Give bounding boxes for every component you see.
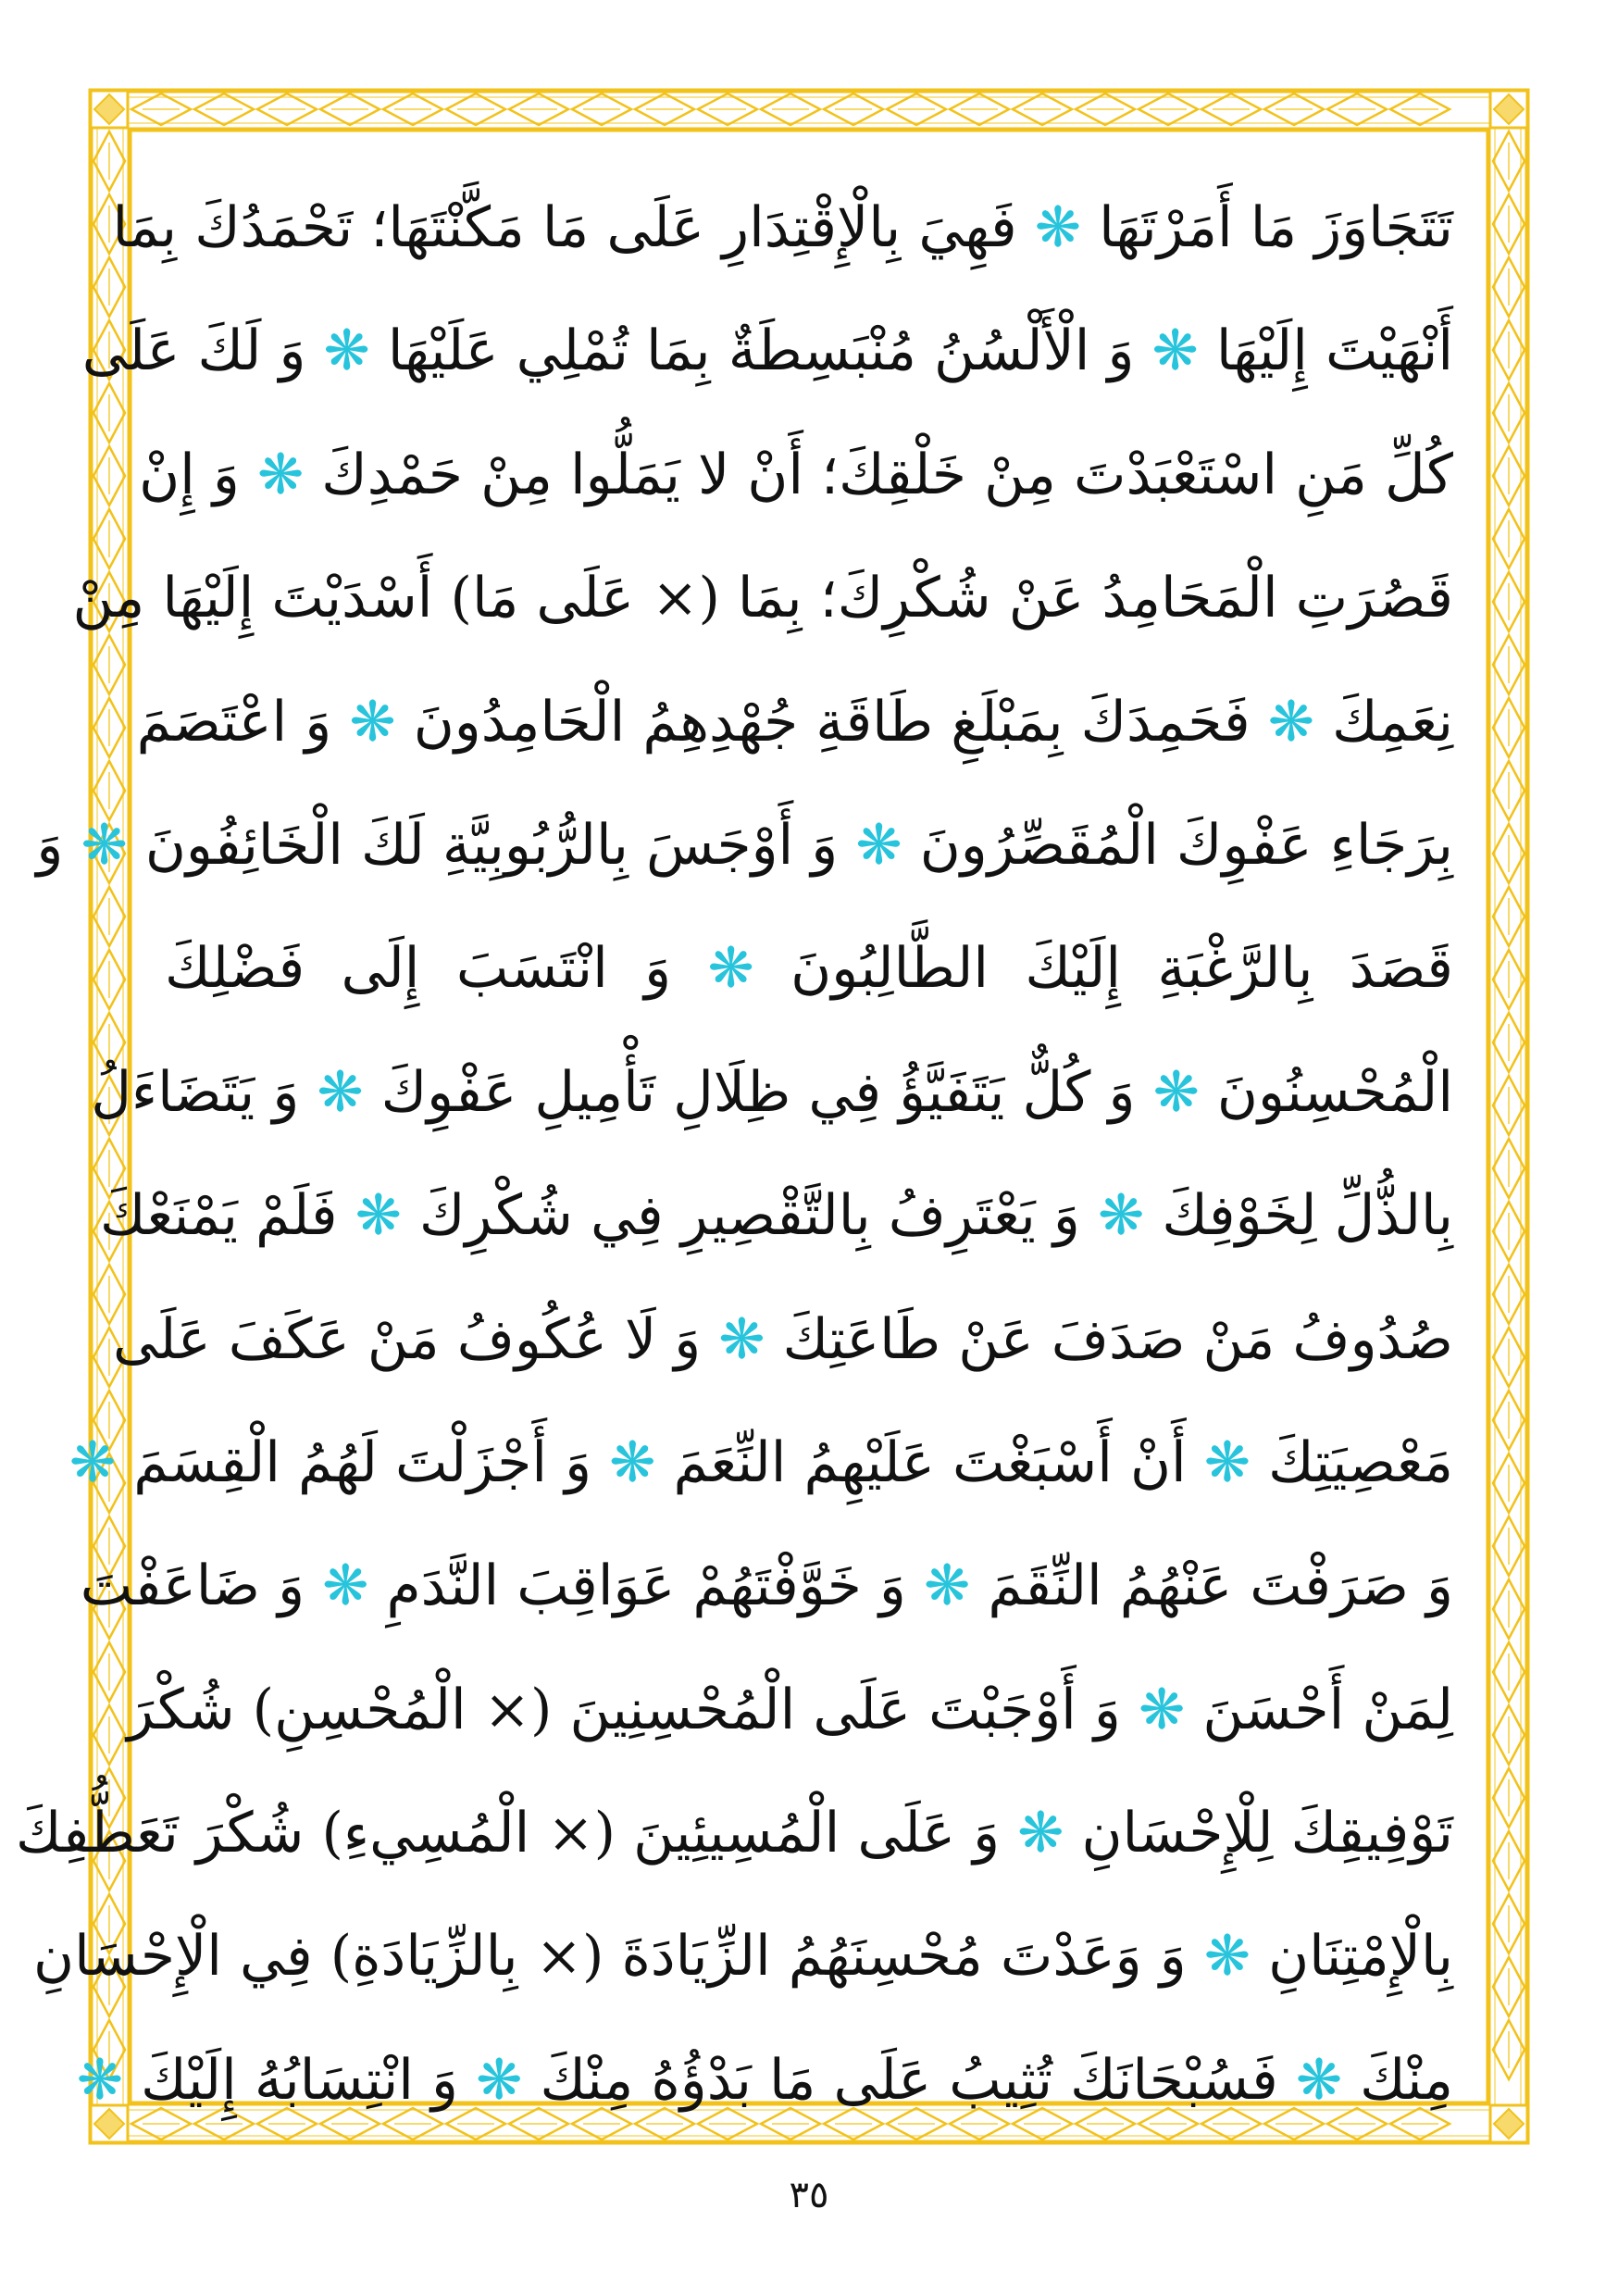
page-number: ٣٥ bbox=[789, 2174, 829, 2216]
text-line: وَ صَرَفْتَ عَنْهُمُ النِّقَمَ ❋ وَ خَوَّفْتَهُمْ عَوَاقِبَ النَّدَمِ ❋ وَ ضَاعَفْتَ bbox=[80, 1554, 1453, 1619]
text-line: بِرَجَاءِ عَفْوِكَ الْمُقَصِّرُونَ ❋ وَ أَوْجَسَ بِالرُّبُوبِيَّةِ لَكَ الْخَائِفُونَ ❋ وَ bbox=[36, 812, 1453, 878]
star-separator-icon: ❋ bbox=[923, 1554, 971, 1619]
text-line: قَصَدَ بِالرَّغْبَةِ إِلَيْكَ الطَّالِبُونَ ❋ وَ انْتَسَبَ إِلَى فَضْلِكَ bbox=[165, 936, 1453, 1002]
text-line: كُلِّ مَنِ اسْتَعْبَدْتَ مِنْ خَلْقِكَ؛ أَنْ لا يَمَلُّوا مِنْ حَمْدِكَ ❋ وَ إِنْ bbox=[139, 442, 1453, 507]
star-separator-icon: ❋ bbox=[256, 442, 305, 507]
text-line: قَصُرَتِ الْمَحَامِدُ عَنْ شُكْرِكَ؛ بِمَا (× عَلَى مَا) أَسْدَيْتَ إِلَيْهَا مِنْ bbox=[72, 566, 1453, 631]
text-line: تَتَجَاوَزَ مَا أَمَرْتَهَا ❋ فَهِيَ بِالْإِقْتِدَارِ عَلَى مَا مَكَّنْتَهَا؛ تَحْمَدُكَ بِمَا bbox=[112, 195, 1453, 260]
star-separator-icon: ❋ bbox=[1267, 689, 1315, 755]
star-separator-icon: ❋ bbox=[718, 1306, 765, 1372]
star-separator-icon: ❋ bbox=[1295, 2047, 1343, 2113]
star-separator-icon: ❋ bbox=[317, 1059, 364, 1125]
star-separator-icon: ❋ bbox=[322, 1554, 369, 1619]
star-separator-icon: ❋ bbox=[609, 1429, 656, 1495]
text-line: بِالْإِمْتِنَانِ ❋ وَ وَعَدْتَ مُحْسِنَهُمُ الزِّيَادَةَ (× بِالزِّيَادَةِ) فِي الْإِحْسَانِ bbox=[33, 1924, 1453, 1990]
star-separator-icon: ❋ bbox=[476, 2047, 523, 2113]
star-separator-icon: ❋ bbox=[1034, 195, 1082, 260]
text-line: نِعَمِكَ ❋ فَحَمِدَكَ بِمَبْلَغِ طَاقَةِ جُهْدِهِمُ الْحَامِدُونَ ❋ وَ اعْتَصَمَ bbox=[136, 689, 1453, 755]
text-line: بِالذُّلِّ لِخَوْفِكَ ❋ وَ يَعْتَرِفُ بِالتَّقْصِيرِ فِي شُكْرِكَ ❋ فَلَمْ يَمْنَعْكَ bbox=[99, 1183, 1453, 1249]
text-line: مِنْكَ ❋ فَسُبْحَانَكَ تُثِيبُ عَلَى مَا بَدْؤُهُ مِنْكَ ❋ وَ انْتِسَابُهُ إِلَيْكَ ❋ bbox=[76, 2047, 1453, 2113]
star-separator-icon: ❋ bbox=[68, 1429, 117, 1495]
star-separator-icon: ❋ bbox=[355, 1183, 402, 1249]
star-separator-icon: ❋ bbox=[81, 812, 128, 878]
text-line: أَنْهَيْتَ إِلَيْهَا ❋ وَ الْأَلْسُنُ مُنْبَسِطَةٌ بِمَا تُمْلِي عَلَيْهَا ❋ وَ لَكَ عَلَى bbox=[81, 318, 1453, 384]
text-line: مَعْصِيَتِكَ ❋ أَنْ أَسْبَغْتَ عَلَيْهِمُ النِّعَمَ ❋ وَ أَجْزَلْتَ لَهُمُ الْقِسَمَ ❋ bbox=[68, 1429, 1453, 1495]
star-separator-icon: ❋ bbox=[855, 812, 902, 878]
star-separator-icon: ❋ bbox=[1152, 1059, 1200, 1125]
star-separator-icon: ❋ bbox=[707, 936, 754, 1002]
text-line: تَوْفِيقِكَ لِلْإِحْسَانِ ❋ وَ عَلَى الْمُسِيئِينَ (× الْمُسِيءِ) شُكْرَ تَعَطُّفِكَ bbox=[16, 1801, 1453, 1866]
star-separator-icon: ❋ bbox=[1203, 1924, 1251, 1990]
page-body bbox=[16, 167, 1453, 2142]
star-separator-icon: ❋ bbox=[1017, 1801, 1064, 1866]
star-separator-icon: ❋ bbox=[76, 2047, 124, 2113]
text-line: صُدُوفُ مَنْ صَدَفَ عَنْ طَاعَتِكَ ❋ وَ لَا عُكُوفُ مَنْ عَكَفَ عَلَى bbox=[113, 1306, 1453, 1372]
star-separator-icon: ❋ bbox=[1151, 318, 1199, 384]
star-separator-icon: ❋ bbox=[1138, 1677, 1186, 1742]
text-line: لِمَنْ أَحْسَنَ ❋ وَ أَوْجَبْتَ عَلَى الْمُحْسِنِينَ (× الْمُحْسِنِ) شُكْرَ bbox=[127, 1677, 1453, 1742]
star-separator-icon: ❋ bbox=[1097, 1183, 1145, 1249]
star-separator-icon: ❋ bbox=[1203, 1429, 1251, 1495]
star-separator-icon: ❋ bbox=[349, 689, 396, 755]
text-line: الْمُحْسِنُونَ ❋ وَ كُلٌّ يَتَفَيَّؤُ فِي ظِلَالِ تَأْمِيلِ عَفْوِكَ ❋ وَ يَتَضَاءَلُ bbox=[91, 1059, 1453, 1125]
star-separator-icon: ❋ bbox=[323, 318, 370, 384]
